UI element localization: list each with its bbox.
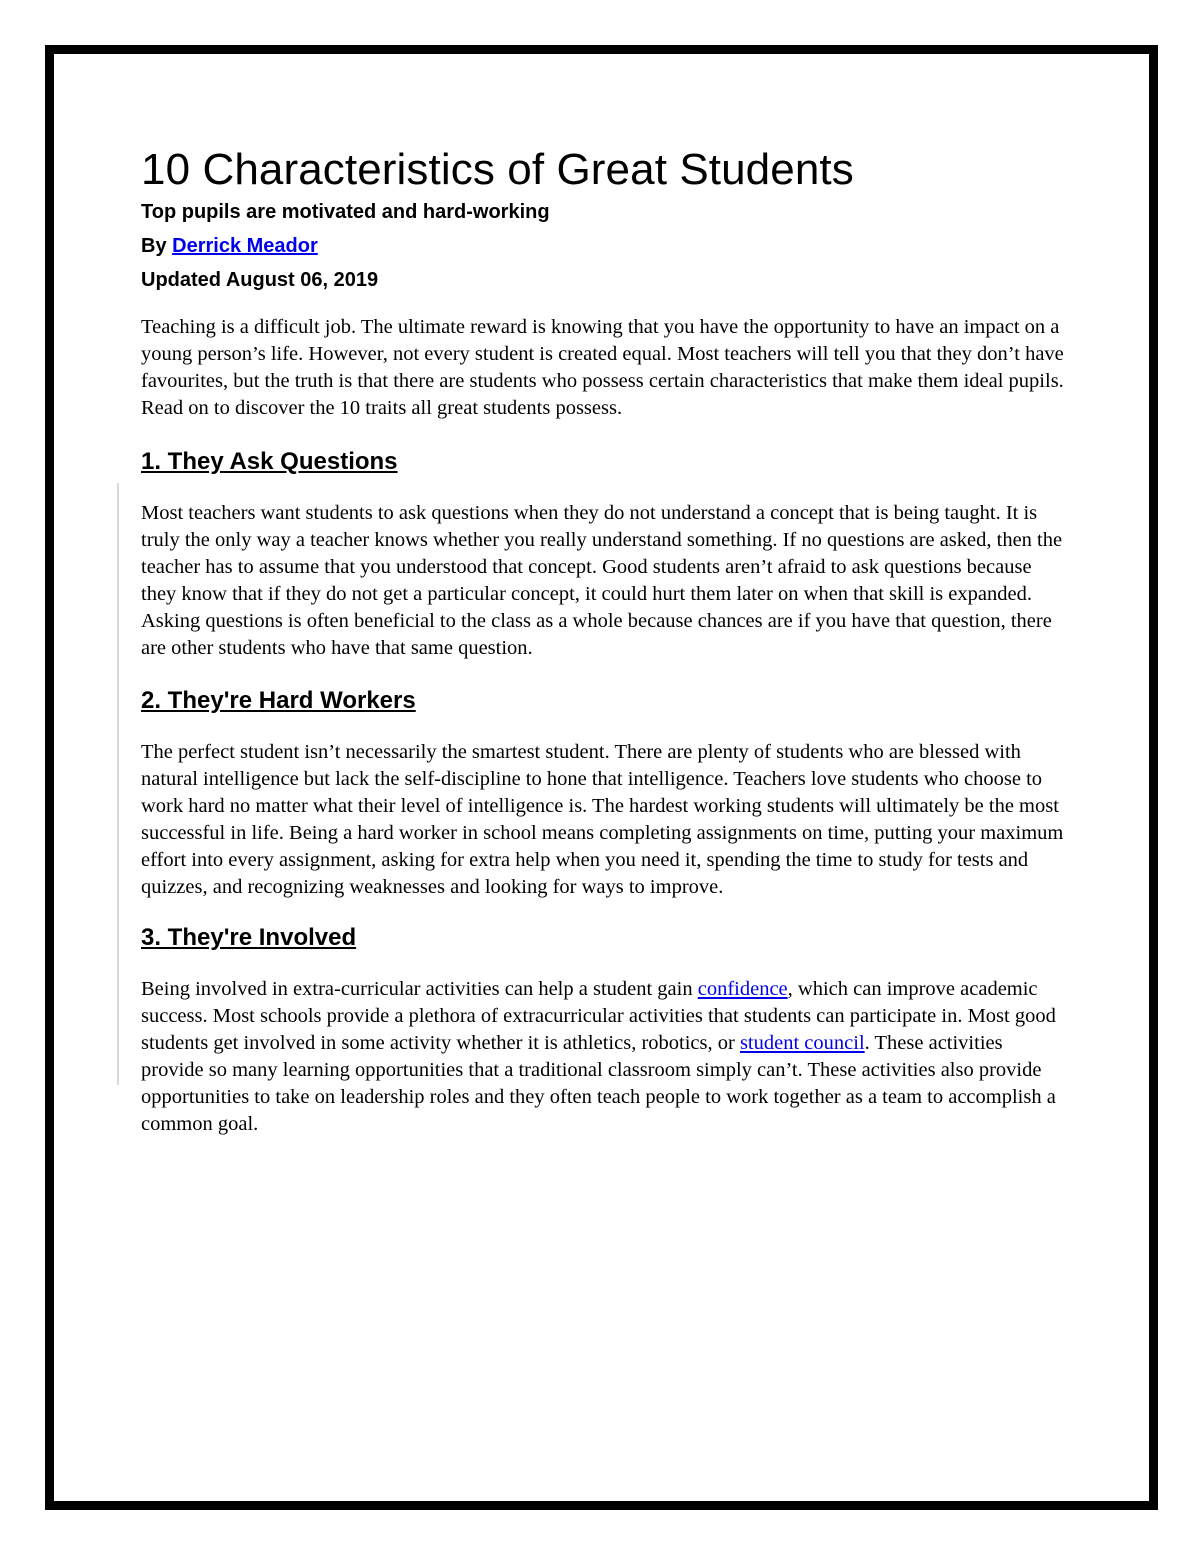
article-title: 10 Characteristics of Great Students [141, 145, 854, 194]
author-link[interactable]: Derrick Meador [172, 235, 318, 257]
article [141, 140, 1066, 1138]
side-rule-divider [117, 483, 119, 1085]
section-paragraph: The perfect student isn’t necessarily the smartest student. There are plenty of students who are blessed with natural intelligence but lack the self-discipline to hone that intelligence. Teachers love students who choose to work hard no matter what their level of intelligence is. The hardest working students will ultimately be the most successful in life. Being a hard worker in school means completing assignments on time, putting your maximum effort into every assignment, asking for extra help when you need it, spending the time to study for tests and quizzes, and recognizing weaknesses and looking for ways to improve. [141, 741, 1064, 898]
section-heading: 1. They Ask Questions [141, 448, 398, 475]
paragraph-text: Being involved in extra-curricular activities can help a student gain [141, 978, 698, 1000]
article-subtitle: Top pupils are motivated and hard-working [141, 201, 550, 223]
section-ask-questions [141, 447, 1066, 662]
intro-paragraph: Teaching is a difficult job. The ultimate reward is knowing that you have the opportunity to have an impact on a young person’s life. However, not every student is created equal. Most teachers will tell you that they don’t have favourites, but the truth is that there are students who possess certain characteristics that make them ideal pupils. Read on to discover the 10 traits all great students possess. [141, 316, 1064, 419]
byline [141, 234, 1066, 258]
paragraph-text: , which can improve academic success. Most schools provide a plethora of extracurricular activities that students can participate in. Most good students get involved in some activity whether it is athletics, robotics, or [141, 978, 1056, 1054]
section-paragraph [141, 976, 1066, 1138]
section-involved [141, 923, 1066, 1138]
byline-prefix: By [141, 235, 173, 257]
section-heading: 3. They're Involved [141, 924, 357, 951]
student-council-link[interactable]: student council [739, 1032, 865, 1054]
paragraph-text: . These activities provide so many learning opportunities that a traditional classroom simply can’t. These activities also provide opportunities to take on leadership roles and they often teach people to work together as a team to accomplish a common goal. [141, 1032, 1056, 1135]
section-hard-workers [141, 686, 1066, 901]
section-paragraph: Most teachers want students to ask questions when they do not understand a concept that is being taught. It is truly the only way a teacher knows whether you really understand something. If no questions are asked, then the teacher has to assume that you understood that concept. Good students aren’t afraid to ask questions because they know that if they do not get a particular concept, it could hurt them later on when that skill is expanded. Asking questions is often beneficial to the class as a whole because chances are if you have that question, there are other students who have that same question. [141, 502, 1063, 659]
confidence-link[interactable]: confidence [697, 978, 788, 1000]
updated-date: Updated August 06, 2019 [141, 269, 379, 291]
section-heading: 2. They're Hard Workers [141, 687, 416, 714]
